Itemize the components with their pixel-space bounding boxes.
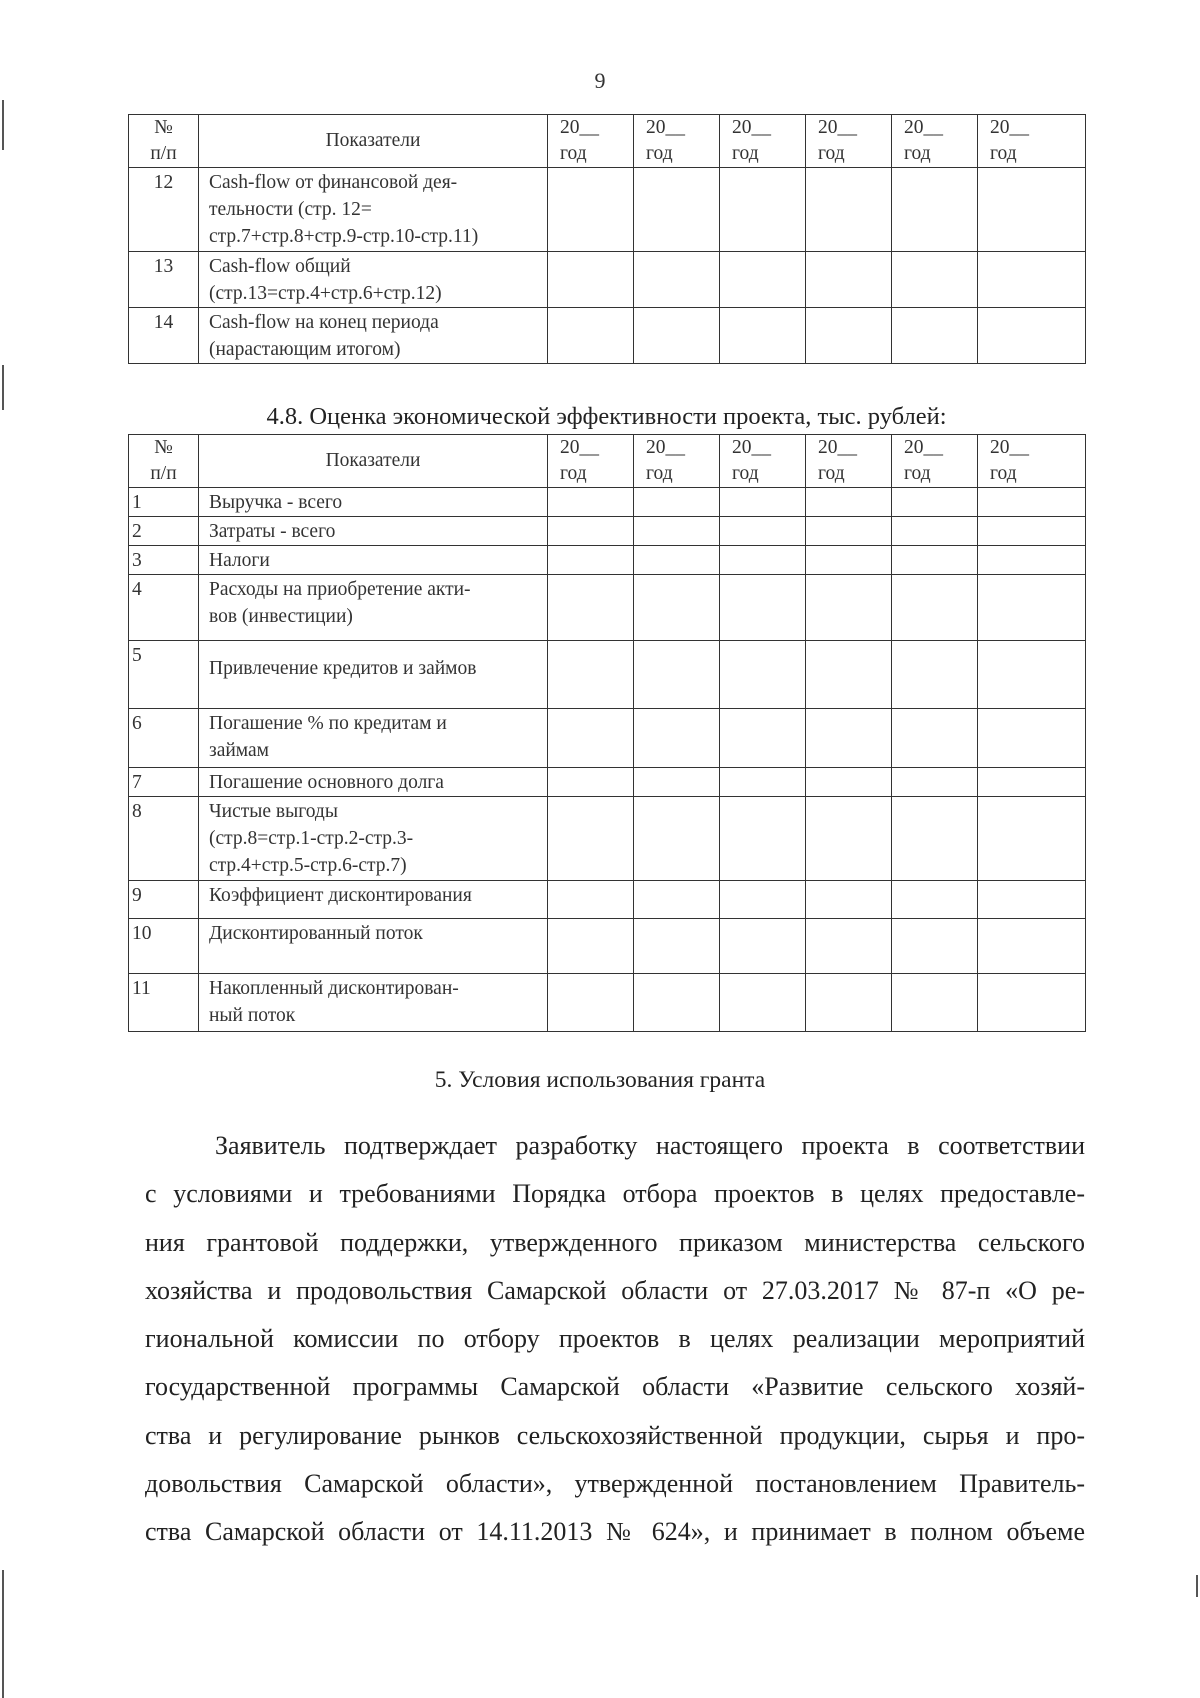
- value-cell[interactable]: [548, 641, 634, 709]
- value-cell[interactable]: [548, 919, 634, 974]
- table-row: [129, 709, 1086, 768]
- indicator-line: ный поток: [209, 1005, 296, 1026]
- paragraph-line: довольствия Самарской области», утвержденной постановлением Правитель-: [145, 1469, 1085, 1499]
- value-cell[interactable]: [806, 575, 892, 641]
- section-title: 5. Условия использования гранта: [434, 1067, 766, 1093]
- header-year: [806, 115, 892, 168]
- table-row: [129, 919, 1086, 974]
- value-cell[interactable]: [892, 797, 978, 881]
- header-num: [129, 115, 199, 168]
- value-cell[interactable]: [892, 546, 978, 575]
- value-cell[interactable]: [634, 168, 720, 252]
- table-row: [129, 488, 1086, 517]
- row-indicator: [199, 252, 548, 308]
- value-cell[interactable]: [806, 488, 892, 517]
- header-year: [720, 115, 806, 168]
- header-year: [548, 115, 634, 168]
- indicator-line: Cash-flow общий: [209, 256, 351, 277]
- value-cell[interactable]: [978, 768, 1086, 797]
- indicator-line: Выручка - всего: [209, 492, 343, 513]
- body-paragraph: [145, 1122, 1085, 1557]
- table-row: [129, 252, 1086, 308]
- value-cell[interactable]: [806, 768, 892, 797]
- indicator-line: вов (инвестиции): [209, 606, 353, 627]
- value-cell[interactable]: [892, 252, 978, 308]
- value-cell[interactable]: [634, 974, 720, 1032]
- table-row: [129, 768, 1086, 797]
- indicator-line: Коэффициент дисконтирования: [209, 885, 472, 906]
- value-cell[interactable]: [978, 575, 1086, 641]
- value-cell[interactable]: [806, 797, 892, 881]
- paragraph-line: Заявитель подтверждает разработку настоящего проекта в соответствии: [215, 1131, 1085, 1160]
- header-year: [806, 435, 892, 488]
- value-cell[interactable]: [892, 575, 978, 641]
- indicator-line: Затраты - всего: [209, 521, 336, 542]
- value-cell[interactable]: [806, 308, 892, 364]
- row-indicator: [199, 881, 548, 919]
- value-cell[interactable]: [720, 641, 806, 709]
- paragraph-line: гиональной комиссии по отбору проектов в целях реализации мероприятий: [145, 1324, 1085, 1354]
- row-number: 8: [129, 797, 199, 881]
- row-number: 4: [129, 575, 199, 641]
- value-cell[interactable]: [548, 768, 634, 797]
- value-cell[interactable]: [634, 252, 720, 308]
- indicator-line: Cash-flow на конец периода: [209, 312, 439, 333]
- table-row: [129, 546, 1086, 575]
- value-cell[interactable]: [720, 768, 806, 797]
- value-cell[interactable]: [548, 797, 634, 881]
- value-cell[interactable]: [634, 546, 720, 575]
- indicator-line: (стр.13=стр.4+стр.6+стр.12): [209, 283, 442, 304]
- page-number: 9: [594, 68, 606, 93]
- scan-edge-mark: [2, 100, 4, 150]
- value-cell[interactable]: [548, 308, 634, 364]
- header-year-suffix: год: [818, 463, 845, 484]
- value-cell[interactable]: [806, 546, 892, 575]
- scan-edge-mark: [2, 1570, 4, 1698]
- value-cell[interactable]: [634, 919, 720, 974]
- value-cell[interactable]: [548, 546, 634, 575]
- indicator-line: Расходы на приобретение акти-: [209, 579, 471, 600]
- indicator-line: Дисконтированный поток: [209, 923, 423, 944]
- row-indicator: [199, 488, 548, 517]
- value-cell[interactable]: [978, 546, 1086, 575]
- header-year-prefix: 20__: [818, 437, 857, 458]
- value-cell[interactable]: [978, 974, 1086, 1032]
- indicator-line: Накопленный дисконтирован-: [209, 978, 459, 999]
- header-year-prefix: 20__: [732, 437, 771, 458]
- row-indicator: [199, 974, 548, 1032]
- header-year-prefix: 20__: [990, 437, 1029, 458]
- indicator-line: стр.4+стр.5-стр.6-стр.7): [209, 855, 407, 876]
- paragraph-line: ства Самарской области от 14.11.2013 № 624», и принимает в полном объеме: [145, 1517, 1085, 1547]
- header-year-suffix: год: [990, 463, 1017, 484]
- value-cell[interactable]: [978, 709, 1086, 768]
- value-cell[interactable]: [806, 881, 892, 919]
- header-year: [892, 435, 978, 488]
- value-cell[interactable]: [892, 768, 978, 797]
- header-year-suffix: год: [990, 143, 1017, 164]
- value-cell[interactable]: [548, 517, 634, 546]
- value-cell[interactable]: [978, 488, 1086, 517]
- header-year-suffix: год: [904, 463, 931, 484]
- value-cell[interactable]: [634, 575, 720, 641]
- value-cell[interactable]: [720, 709, 806, 768]
- header-year-suffix: год: [904, 143, 931, 164]
- value-cell[interactable]: [720, 881, 806, 919]
- scan-edge-mark: [2, 365, 4, 410]
- table-row: [129, 881, 1086, 919]
- row-number: 7: [129, 768, 199, 797]
- row-indicator: [199, 517, 548, 546]
- row-indicator: [199, 797, 548, 881]
- paragraph-line: государственной программы Самарской области «Развитие сельского хозяй-: [145, 1372, 1085, 1402]
- value-cell[interactable]: [548, 488, 634, 517]
- indicator-line: Cash-flow от финансовой дея-: [209, 172, 458, 193]
- header-year-suffix: год: [732, 463, 759, 484]
- value-cell[interactable]: [892, 517, 978, 546]
- row-number: 13: [129, 252, 199, 308]
- table-row: [129, 974, 1086, 1032]
- value-cell[interactable]: [634, 488, 720, 517]
- row-number: 1: [129, 488, 199, 517]
- value-cell[interactable]: [892, 709, 978, 768]
- value-cell[interactable]: [720, 797, 806, 881]
- header-indicators: Показатели: [199, 435, 548, 488]
- header-year-suffix: год: [732, 143, 759, 164]
- indicator-line: займам: [209, 740, 269, 761]
- row-number: 3: [129, 546, 199, 575]
- value-cell[interactable]: [978, 881, 1086, 919]
- value-cell[interactable]: [978, 641, 1086, 709]
- row-indicator: [199, 546, 548, 575]
- header-year-prefix: 20__: [818, 117, 857, 138]
- header-year: [978, 435, 1086, 488]
- value-cell[interactable]: [720, 252, 806, 308]
- header-year: [892, 115, 978, 168]
- table-header-row: [129, 435, 1086, 488]
- row-number: 12: [129, 168, 199, 252]
- value-cell[interactable]: [720, 546, 806, 575]
- header-year-prefix: 20__: [732, 117, 771, 138]
- header-year-suffix: год: [818, 143, 845, 164]
- row-indicator: [199, 575, 548, 641]
- row-number: 11: [129, 974, 199, 1032]
- header-year: [634, 115, 720, 168]
- value-cell[interactable]: [806, 517, 892, 546]
- row-indicator: [199, 168, 548, 252]
- header-year-prefix: 20__: [904, 117, 943, 138]
- value-cell[interactable]: [892, 168, 978, 252]
- value-cell[interactable]: [978, 308, 1086, 364]
- row-indicator: [199, 641, 548, 709]
- indicator-line: стр.7+стр.8+стр.9-стр.10-стр.11): [209, 226, 479, 247]
- row-number: 14: [129, 308, 199, 364]
- value-cell[interactable]: [720, 919, 806, 974]
- header-year-prefix: 20__: [990, 117, 1029, 138]
- value-cell[interactable]: [634, 709, 720, 768]
- paragraph-line: ния грантовой поддержки, утвержденного приказом министерства сельского: [145, 1227, 1085, 1257]
- table-row: [129, 641, 1086, 709]
- value-cell[interactable]: [806, 641, 892, 709]
- value-cell[interactable]: [892, 641, 978, 709]
- header-year-prefix: 20__: [560, 437, 599, 458]
- indicator-line: Погашение % по кредитам и: [209, 713, 447, 734]
- row-indicator: [199, 919, 548, 974]
- value-cell[interactable]: [720, 974, 806, 1032]
- value-cell[interactable]: [806, 919, 892, 974]
- value-cell[interactable]: [634, 308, 720, 364]
- header-year-prefix: 20__: [560, 117, 599, 138]
- header-num-symbol: №: [154, 437, 173, 458]
- value-cell[interactable]: [634, 768, 720, 797]
- value-cell[interactable]: [806, 252, 892, 308]
- value-cell[interactable]: [978, 517, 1086, 546]
- value-cell[interactable]: [978, 797, 1086, 881]
- value-cell[interactable]: [548, 168, 634, 252]
- table-row: [129, 168, 1086, 252]
- header-year: [548, 435, 634, 488]
- scan-edge-mark: [1196, 1575, 1198, 1597]
- header-num-symbol: №: [154, 117, 173, 138]
- header-year-suffix: год: [646, 143, 673, 164]
- paragraph-line: хозяйства и продовольствия Самарской области от 27.03.2017 № 87-п «О ре-: [145, 1275, 1085, 1305]
- paragraph-line: с условиями и требованиями Порядка отбора проектов в целях предоставле-: [145, 1179, 1085, 1209]
- indicator-line: Погашение основного долга: [209, 772, 444, 793]
- header-year-prefix: 20__: [646, 437, 685, 458]
- row-number: 2: [129, 517, 199, 546]
- value-cell[interactable]: [720, 517, 806, 546]
- value-cell[interactable]: [634, 641, 720, 709]
- value-cell[interactable]: [978, 919, 1086, 974]
- value-cell[interactable]: [978, 168, 1086, 252]
- row-indicator: [199, 768, 548, 797]
- table-row: [129, 308, 1086, 364]
- row-number: 6: [129, 709, 199, 768]
- value-cell[interactable]: [548, 974, 634, 1032]
- header-year-prefix: 20__: [646, 117, 685, 138]
- value-cell[interactable]: [634, 517, 720, 546]
- value-cell[interactable]: [806, 709, 892, 768]
- header-year: [634, 435, 720, 488]
- header-year: [720, 435, 806, 488]
- value-cell[interactable]: [634, 797, 720, 881]
- value-cell[interactable]: [548, 881, 634, 919]
- header-num-abbr: п/п: [150, 463, 177, 484]
- value-cell[interactable]: [978, 252, 1086, 308]
- header-num: [129, 435, 199, 488]
- value-cell[interactable]: [892, 974, 978, 1032]
- indicator-line: Чистые выгоды: [209, 801, 338, 822]
- value-cell[interactable]: [892, 488, 978, 517]
- indicator-line: (нарастающим итогом): [209, 339, 401, 360]
- indicator-line: Налоги: [209, 550, 270, 571]
- value-cell[interactable]: [720, 575, 806, 641]
- table-header-row: [129, 115, 1086, 168]
- cashflow-table: [128, 114, 1086, 364]
- paragraph-line: ства и регулирование рынков сельскохозяйственной продукции, сырья и про-: [145, 1420, 1085, 1450]
- header-year-prefix: 20__: [904, 437, 943, 458]
- header-year-suffix: год: [560, 463, 587, 484]
- row-indicator: [199, 709, 548, 768]
- indicator-line: Привлечение кредитов и займов: [209, 658, 477, 679]
- value-cell[interactable]: [806, 974, 892, 1032]
- row-number: 10: [129, 919, 199, 974]
- value-cell[interactable]: [892, 919, 978, 974]
- header-year-suffix: год: [646, 463, 673, 484]
- header-year-suffix: год: [560, 143, 587, 164]
- table-row: [129, 575, 1086, 641]
- value-cell[interactable]: [548, 252, 634, 308]
- value-cell[interactable]: [720, 308, 806, 364]
- row-number: 9: [129, 881, 199, 919]
- value-cell[interactable]: [806, 168, 892, 252]
- table-row: [129, 517, 1086, 546]
- indicator-line: (стр.8=стр.1-стр.2-стр.3-: [209, 828, 414, 849]
- row-number: 5: [129, 641, 199, 709]
- indicator-line: тельности (стр. 12=: [209, 199, 372, 220]
- value-cell[interactable]: [720, 488, 806, 517]
- value-cell[interactable]: [892, 881, 978, 919]
- header-num-abbr: п/п: [150, 143, 177, 164]
- value-cell[interactable]: [548, 575, 634, 641]
- value-cell[interactable]: [720, 168, 806, 252]
- value-cell[interactable]: [892, 308, 978, 364]
- row-indicator: [199, 308, 548, 364]
- header-year: [978, 115, 1086, 168]
- table-row: [129, 797, 1086, 881]
- efficiency-table: [128, 434, 1086, 1032]
- value-cell[interactable]: [634, 881, 720, 919]
- header-indicators: Показатели: [199, 115, 548, 168]
- efficiency-caption: 4.8. Оценка экономической эффективности проекта, тыс. рублей:: [266, 403, 947, 430]
- value-cell[interactable]: [548, 709, 634, 768]
